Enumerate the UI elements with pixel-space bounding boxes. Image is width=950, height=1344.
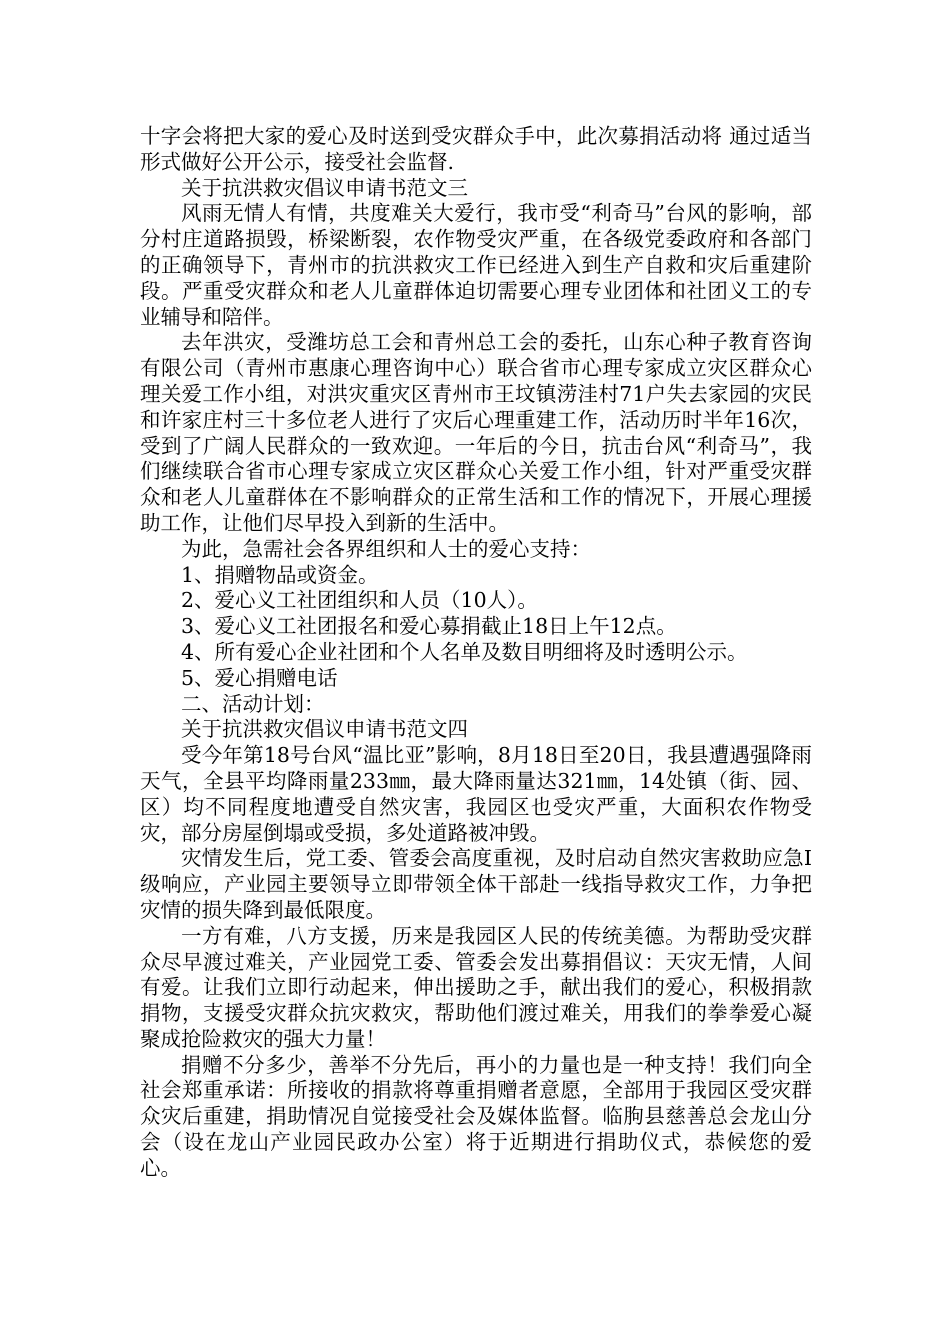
section-heading-sample-three: 关于抗洪救灾倡议申请书范文三: [181, 175, 468, 200]
paragraph: 风雨无情人有情，共度难关大爱行，我市受“利奇马”台风的影响，部分村庄道路损毁，桥梁断裂，农作物受灾严重，在各级党委政府和各部门的正确领导下，青州市的抗洪救灾工作已经进入到生产自救和灾后重建阶段。严重受灾群众和老人儿童群体迫切需要心理专业团体和社团义工的专业辅导和陪伴。: [140, 201, 812, 329]
section-heading-activity-plan: 二、活动计划：: [181, 691, 325, 716]
list-item: 3、爱心义工社团报名和爱心募捐截止18日上午12点。: [181, 614, 677, 639]
paragraph: 为此，急需社会各界组织和人士的爱心支持：: [181, 536, 591, 561]
document-page: [140, 124, 812, 1182]
section-heading-sample-four: 关于抗洪救灾倡议申请书范文四: [181, 717, 468, 742]
paragraph: 灾情发生后，党工委、管委会高度重视，及时启动自然灾害救助应急Ⅰ级响应，产业园主要领导立即带领全体干部赴一线指导救灾工作，力争把灾情的损失降到最低限度。: [140, 846, 812, 922]
list-item: 2、爱心义工社团组织和人员（10人）。: [181, 588, 538, 613]
list-item: 1、捐赠物品或资金。: [181, 562, 379, 587]
paragraph: 一方有难，八方支援，历来是我园区人民的传统美德。为帮助受灾群众尽早渡过难关，产业园党工委、管委会发出募捐倡议：天灾无情，人间有爱。让我们立即行动起来，伸出援助之手，献出我们的爱心，积极捐款捐物，支援受灾群众抗灾救灾，帮助他们渡过难关，用我们的拳拳爱心凝聚成抢险救灾的强大力量！: [140, 923, 812, 1051]
list-item: 5、爱心捐赠电话: [181, 665, 338, 690]
paragraph: 去年洪灾，受潍坊总工会和青州总工会的委托，山东心种子教育咨询有限公司（青州市惠康心理咨询中心）联合省市心理专家成立灾区群众心理关爱工作小组，对洪灾重灾区青州市王坟镇涝洼村71户失去家园的灾民和许家庄村三十多位老人进行了灾后心理重建工作，活动历时半年16次，受到了广阔人民群众的一致欢迎。一年后的今日，抗击台风“利奇马”，我们继续联合省市心理专家成立灾区群众心关爱工作小组，针对严重受灾群众和老人儿童群体在不影响群众的正常生活和工作的情况下，开展心理援助工作，让他们尽早投入到新的生活中。: [140, 330, 812, 535]
paragraph-continuation: 十字会将把大家的爱心及时送到受灾群众手中，此次募捐活动将 通过适当形式做好公开公示，接受社会监督.: [140, 124, 812, 174]
paragraph: 捐赠不分多少，善举不分先后，再小的力量也是一种支持！我们向全社会郑重承诺：所接收的捐款将尊重捐赠者意愿，全部用于我园区受灾群众灾后重建，捐助情况自觉接受社会及媒体监督。临朐县慈善总会龙山分会（设在龙山产业园民政办公室）将于近期进行捐助仪式，恭候您的爱心。: [140, 1052, 812, 1180]
paragraph: 受今年第18号台风“温比亚”影响，8月18日至20日，我县遭遇强降雨天气，全县平均降雨量233㎜，最大降雨量达321㎜，14处镇（街、园、区）均不同程度地遭受自然灾害，我园区也受灾严重，大面积农作物受灾，部分房屋倒塌或受损，多处道路被冲毁。: [140, 743, 812, 845]
list-item: 4、所有爱心企业社团和个人名单及数目明细将及时透明公示。: [181, 639, 748, 664]
